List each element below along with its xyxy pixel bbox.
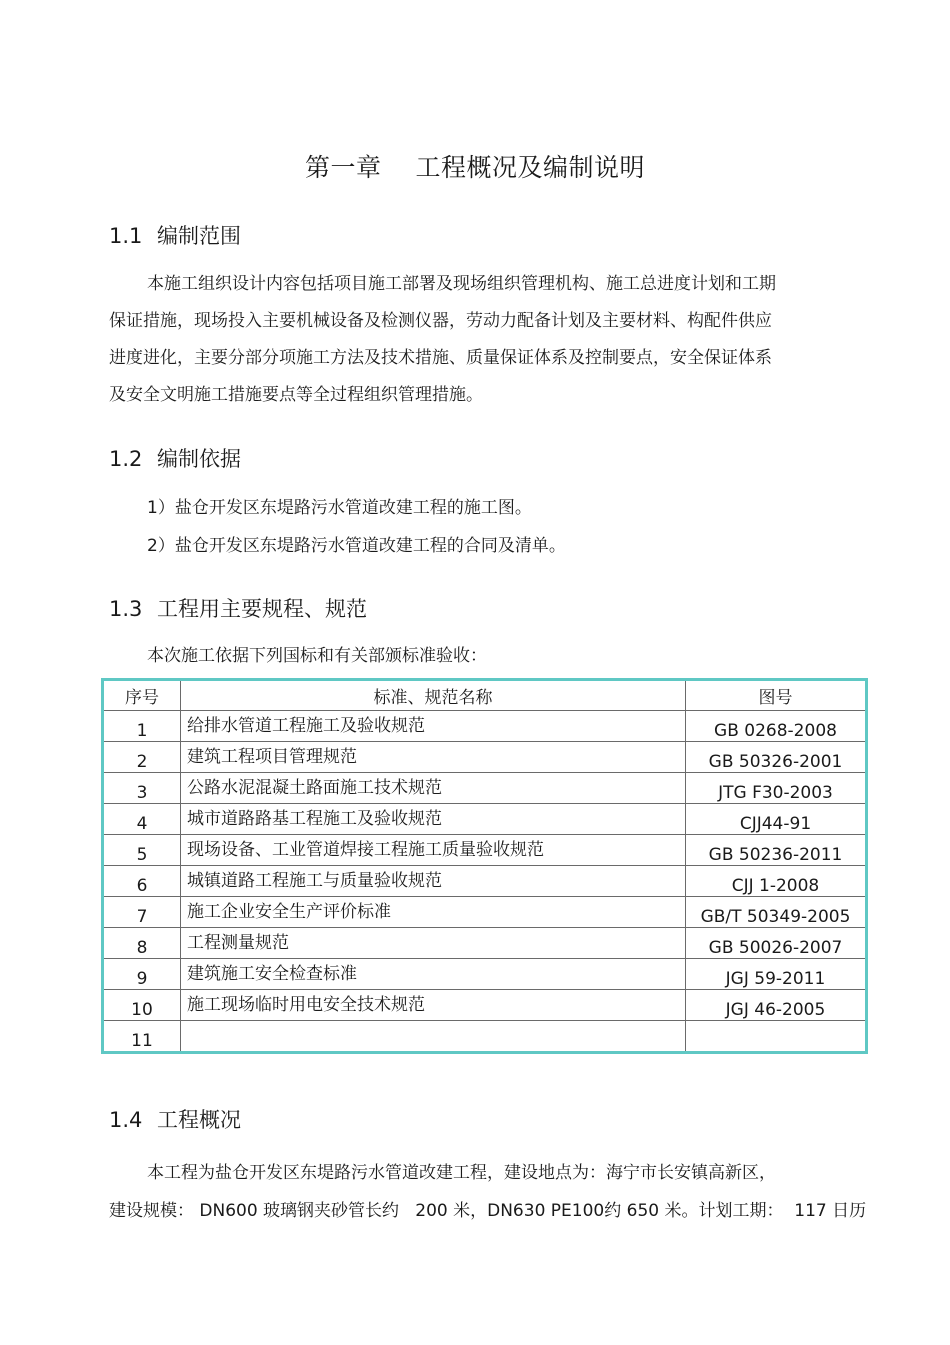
header-code: 图号 bbox=[686, 680, 867, 711]
scope-paragraph-line: 保证措施，现场投入主要机械设备及检测仪器，劳动力配备计划及主要材料、构配件供应 bbox=[109, 311, 772, 331]
section-heading-overview bbox=[109, 1104, 241, 1134]
section-title: 编制依据 bbox=[157, 447, 241, 471]
cell-no: 8 bbox=[103, 928, 181, 959]
scope-paragraph-line: 进度进化，主要分部分项施工方法及技术措施、质量保证体系及控制要点，安全保证体系 bbox=[109, 348, 772, 368]
scope-paragraph-line: 及安全文明施工措施要点等全过程组织管理措施。 bbox=[109, 385, 483, 405]
table-row bbox=[103, 990, 867, 1021]
section-number: 1.3 bbox=[109, 597, 143, 621]
table-row bbox=[103, 742, 867, 773]
section-heading-basis bbox=[109, 443, 241, 473]
cell-code: GB 0268-2008 bbox=[686, 711, 867, 742]
cell-no: 3 bbox=[103, 773, 181, 804]
cell-no: 7 bbox=[103, 897, 181, 928]
cell-name: 工程测量规范 bbox=[181, 928, 686, 959]
cell-code: CJJ44-91 bbox=[686, 804, 867, 835]
cell-name: 建筑工程项目管理规范 bbox=[181, 742, 686, 773]
chapter-name: 工程概况及编制说明 bbox=[415, 153, 646, 182]
cell-code bbox=[686, 1021, 867, 1053]
section-number: 1.1 bbox=[109, 224, 143, 248]
cell-code: CJJ 1-2008 bbox=[686, 866, 867, 897]
cell-name: 公路水泥混凝土路面施工技术规范 bbox=[181, 773, 686, 804]
cell-name: 城市道路路基工程施工及验收规范 bbox=[181, 804, 686, 835]
table-row bbox=[103, 959, 867, 990]
cell-name: 建筑施工安全检查标准 bbox=[181, 959, 686, 990]
cell-name: 给排水管道工程施工及验收规范 bbox=[181, 711, 686, 742]
cell-no: 6 bbox=[103, 866, 181, 897]
cell-no: 10 bbox=[103, 990, 181, 1021]
cell-no: 11 bbox=[103, 1021, 181, 1053]
cell-name: 施工现场临时用电安全技术规范 bbox=[181, 990, 686, 1021]
cell-code: GB/T 50349-2005 bbox=[686, 897, 867, 928]
section-heading-standards bbox=[109, 593, 367, 623]
scope-paragraph-line: 本施工组织设计内容包括项目施工部署及现场组织管理机构、施工总进度计划和工期 bbox=[147, 274, 776, 294]
overview-line: 建设规模： DN600 玻璃钢夹砂管长约 200 米，DN630 PE100约 650 米。计划工期： 117 日历 bbox=[109, 1201, 867, 1221]
cell-no: 1 bbox=[103, 711, 181, 742]
standards-table bbox=[101, 678, 868, 1054]
cell-name: 施工企业安全生产评价标准 bbox=[181, 897, 686, 928]
table-row bbox=[103, 711, 867, 742]
chapter-title bbox=[0, 148, 950, 184]
table-row bbox=[103, 1021, 867, 1053]
table-row bbox=[103, 773, 867, 804]
cell-name: 城镇道路工程施工与质量验收规范 bbox=[181, 866, 686, 897]
basis-item: 1）盐仓开发区东堤路污水管道改建工程的施工图。 bbox=[147, 498, 532, 518]
header-no: 序号 bbox=[103, 680, 181, 711]
standards-intro: 本次施工依据下列国标和有关部颁标准验收： bbox=[147, 646, 487, 666]
table-header-row bbox=[103, 680, 867, 711]
chapter-prefix: 第一章 bbox=[304, 153, 382, 182]
cell-no: 2 bbox=[103, 742, 181, 773]
cell-no: 4 bbox=[103, 804, 181, 835]
cell-name: 现场设备、工业管道焊接工程施工质量验收规范 bbox=[181, 835, 686, 866]
table-row bbox=[103, 866, 867, 897]
table-row bbox=[103, 928, 867, 959]
basis-item: 2）盐仓开发区东堤路污水管道改建工程的合同及清单。 bbox=[147, 536, 566, 556]
cell-name bbox=[181, 1021, 686, 1053]
section-title: 工程概况 bbox=[157, 1108, 241, 1132]
cell-code: GB 50236-2011 bbox=[686, 835, 867, 866]
header-name: 标准、规范名称 bbox=[181, 680, 686, 711]
cell-code: GB 50026-2007 bbox=[686, 928, 867, 959]
section-title: 工程用主要规程、规范 bbox=[157, 597, 367, 621]
cell-code: JTG F30-2003 bbox=[686, 773, 867, 804]
cell-code: JGJ 46-2005 bbox=[686, 990, 867, 1021]
cell-code: GB 50326-2001 bbox=[686, 742, 867, 773]
cell-no: 5 bbox=[103, 835, 181, 866]
section-number: 1.4 bbox=[109, 1108, 143, 1132]
section-title: 编制范围 bbox=[157, 224, 241, 248]
section-number: 1.2 bbox=[109, 447, 143, 471]
table-row bbox=[103, 897, 867, 928]
cell-no: 9 bbox=[103, 959, 181, 990]
table-row bbox=[103, 835, 867, 866]
cell-code: JGJ 59-2011 bbox=[686, 959, 867, 990]
overview-line: 本工程为盐仓开发区东堤路污水管道改建工程，建设地点为：海宁市长安镇高新区， bbox=[147, 1163, 776, 1183]
section-heading-scope bbox=[109, 220, 241, 250]
table-row bbox=[103, 804, 867, 835]
